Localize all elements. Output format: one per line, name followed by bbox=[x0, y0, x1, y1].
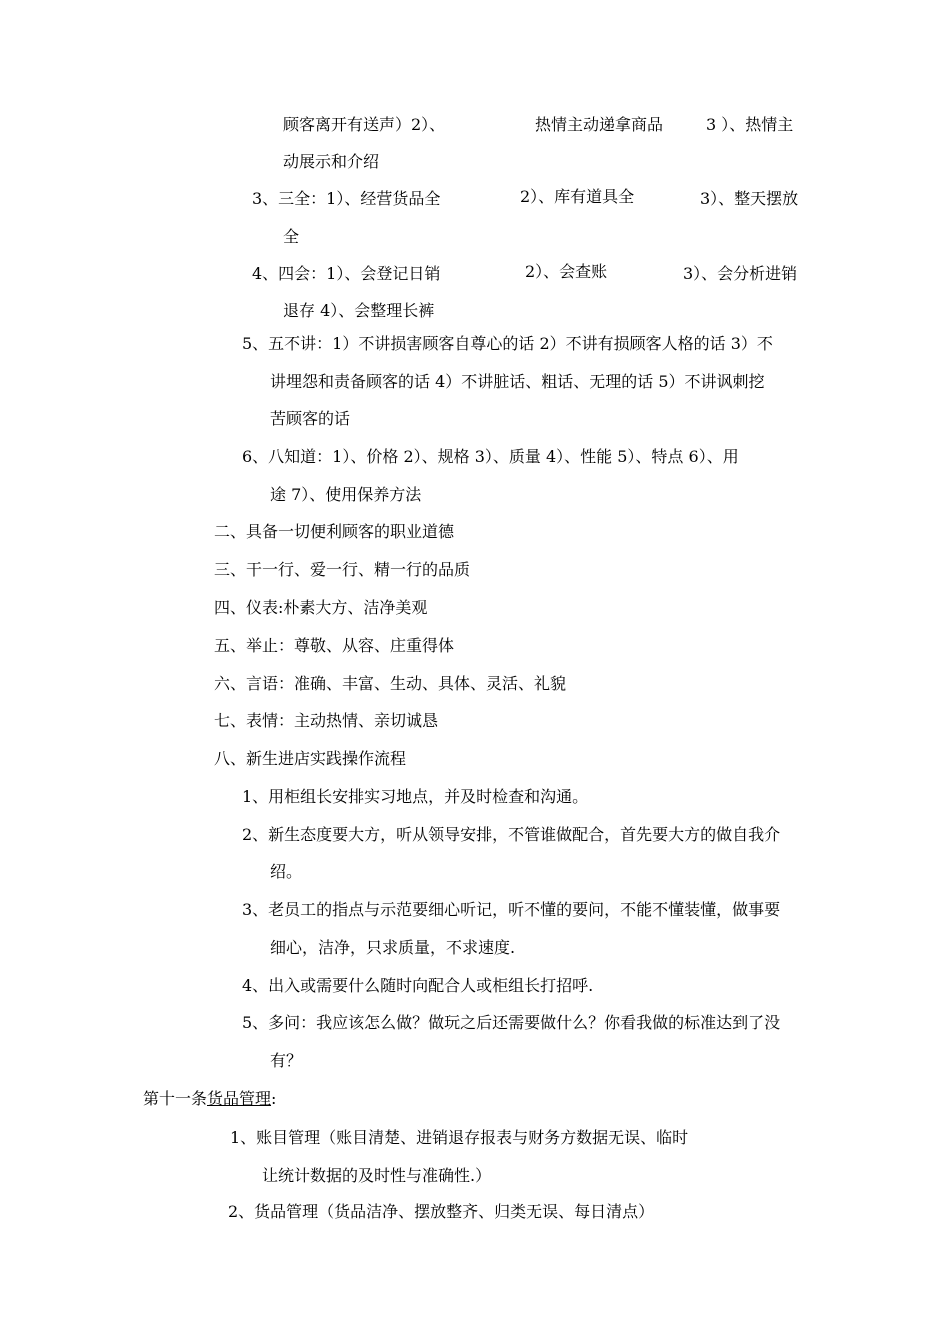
text-line: 讲埋怨和责备顾客的话 4）不讲脏话、粗话、无理的话 5）不讲讽刺挖 bbox=[270, 372, 765, 391]
text-line: 2、货品管理（货品洁净、摆放整齐、归类无误、每日清点） bbox=[228, 1202, 655, 1221]
text-line: 2、新生态度要大方，听从领导安排，不管谁做配合，首先要大方的做自我介 bbox=[242, 825, 781, 844]
text-line: 三、干一行、爱一行、精一行的品质 bbox=[214, 560, 471, 579]
text-line: 途 7）、使用保养方法 bbox=[270, 485, 422, 504]
text-line: 6、八知道：1）、价格 2）、规格 3）、质量 4）、性能 5）、特点 6）、用 bbox=[242, 447, 739, 466]
article-title: 货品管理 bbox=[207, 1089, 272, 1108]
text-line: 5、多问：我应该怎么做？做玩之后还需要做什么？你看我做的标准达到了没 bbox=[242, 1013, 781, 1032]
text-line: 五、举止：尊敬、从容、庄重得体 bbox=[214, 636, 455, 655]
text-line: 5、五不讲：1）不讲损害顾客自尊心的话 2）不讲有损顾客人格的话 3）不 bbox=[242, 334, 773, 353]
text-line: 全 bbox=[283, 227, 300, 246]
text-line: 1、用柜组长安排实习地点，并及时检查和沟通。 bbox=[242, 787, 589, 806]
text-line: 有？ bbox=[270, 1051, 303, 1070]
text-line: 苦顾客的话 bbox=[270, 409, 351, 428]
text-line: 让统计数据的及时性与准确性.） bbox=[262, 1166, 492, 1185]
text-line: 4、出入或需要什么随时向配合人或柜组长打招呼. bbox=[242, 976, 594, 995]
text-line: 八、新生进店实践操作流程 bbox=[214, 749, 407, 768]
article-suffix: : bbox=[271, 1089, 277, 1108]
text-line: 绍。 bbox=[270, 862, 303, 881]
text-line: 1、账目管理（账目清楚、进销退存报表与财务方数据无误、临时 bbox=[230, 1128, 689, 1147]
text-line: 顾客离开有送声）2）、 bbox=[283, 115, 446, 134]
text-line: 3、三全：1）、经营货品全 bbox=[252, 189, 441, 208]
text-line: 3）、整天摆放 bbox=[700, 189, 799, 208]
article-prefix: 第十一条 bbox=[143, 1089, 208, 1108]
text-line: 4、四会：1）、会登记日销 bbox=[252, 264, 441, 283]
text-line: 七、表情：主动热情、亲切诚恳 bbox=[214, 711, 439, 730]
text-line: 热情主动递拿商品 bbox=[535, 115, 664, 134]
text-line: 细心，洁净，只求质量，不求速度. bbox=[270, 938, 516, 957]
text-line: 3）、会分析进销 bbox=[683, 264, 798, 283]
text-line: 3 ）、热情主 bbox=[706, 115, 794, 134]
text-line: 六、言语：准确、丰富、生动、具体、灵活、礼貌 bbox=[214, 674, 567, 693]
text-line: 动展示和介绍 bbox=[283, 152, 380, 171]
text-line: 2）、会查账 bbox=[525, 262, 608, 281]
text-line: 2）、库有道具全 bbox=[520, 187, 635, 206]
text-line: 四、仪表:朴素大方、洁净美观 bbox=[214, 598, 428, 617]
text-line: 二、具备一切便利顾客的职业道德 bbox=[214, 522, 455, 541]
text-line: 3、老员工的指点与示范要细心听记，听不懂的要问，不能不懂装懂，做事要 bbox=[242, 900, 781, 919]
article-heading bbox=[143, 1089, 276, 1109]
text-line: 退存 4）、会整理长裤 bbox=[283, 301, 435, 320]
